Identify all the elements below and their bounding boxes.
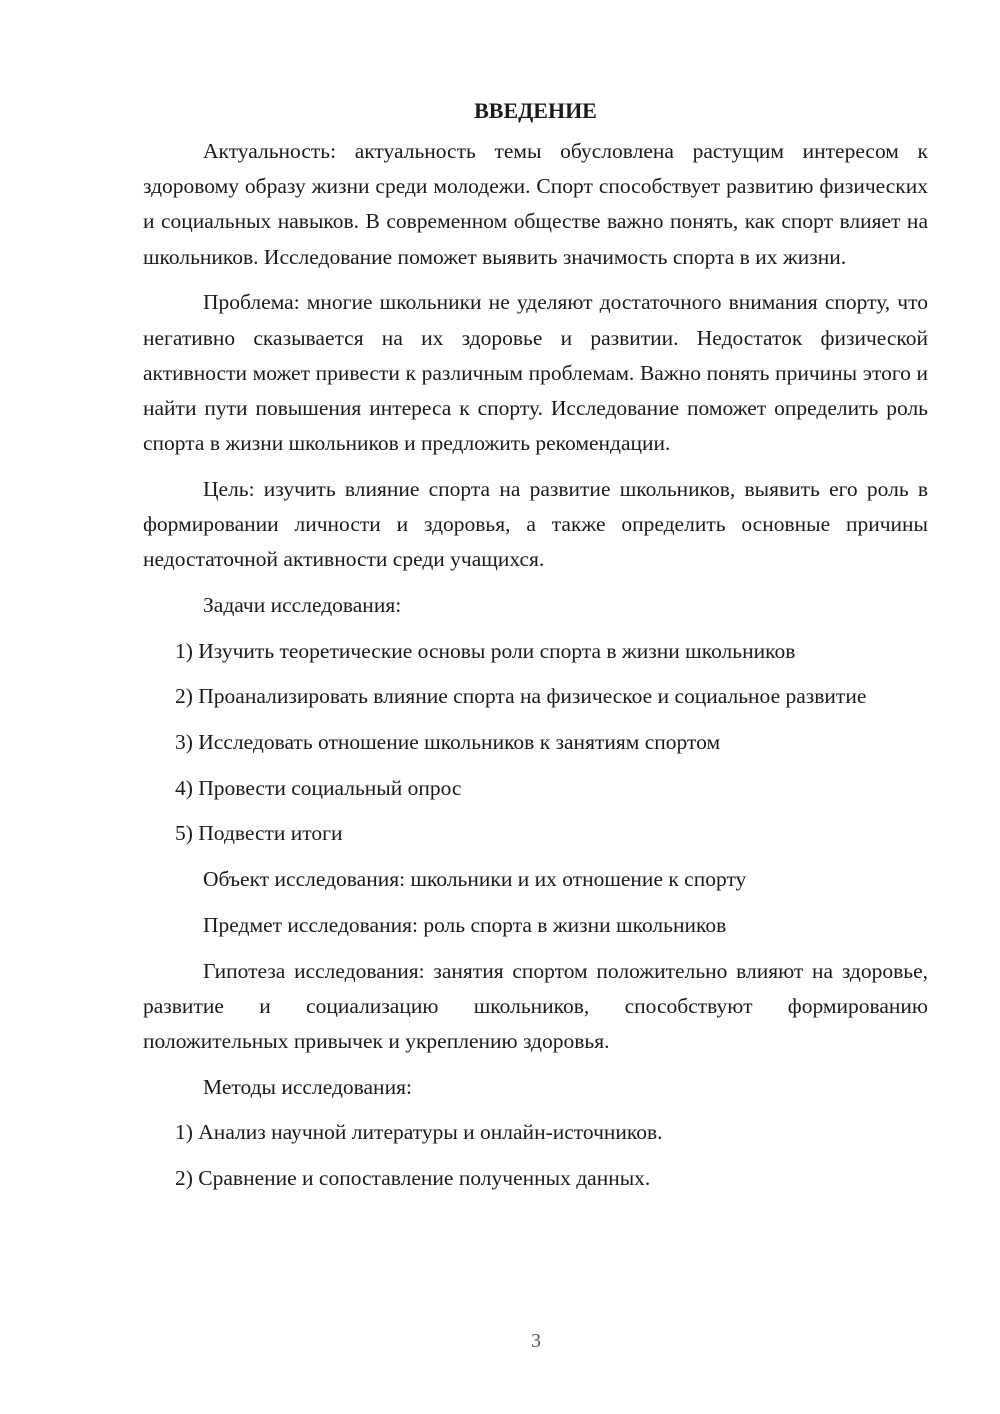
object-paragraph: Объект исследования: школьники и их отношение к спорту [203, 867, 747, 892]
task-item: 1) Изучить теоретические основы роли спорта в жизни школьников [175, 638, 796, 663]
goal-paragraph: Цель: изучить влияние спорта на развитие школьников, выявить его роль в формировании личности и здоровья, а также определить основные причины недостаточной активности среди учащихся. [143, 476, 928, 572]
task-item: 2) Проанализировать влияние спорта на физическое и социальное развитие [175, 684, 867, 709]
task-item: 3) Исследовать отношение школьников к занятиям спортом [175, 730, 721, 755]
methods-heading: Методы исследования: [203, 1074, 412, 1099]
page-number: 3 [531, 1330, 541, 1352]
task-item: 4) Провести социальный опрос [175, 775, 462, 800]
problem-paragraph: Проблема: многие школьники не уделяют достаточного внимания спорту, что негативно сказывается на их здоровье и развитии. Недостаток физической активности может привести к различным проблемам. Важно понять причины этого и найти пути повышения интереса к спорту. Исследование поможет определить роль спорта в жизни школьников и предложить рекомендации. [143, 290, 928, 456]
section-title: ВВЕДЕНИЕ [474, 98, 597, 123]
method-item: 2) Сравнение и сопоставление полученных данных. [175, 1166, 651, 1191]
subject-paragraph: Предмет исследования: роль спорта в жизни школьников [203, 912, 727, 937]
hypothesis-paragraph: Гипотеза исследования: занятия спортом положительно влияют на здоровье, развитие и социализацию школьников, способствуют формированию положительных привычек и укреплению здоровья. [143, 958, 928, 1053]
document-page [143, 93, 928, 1207]
method-item: 1) Анализ научной литературы и онлайн-источников. [175, 1120, 663, 1145]
relevance-paragraph: Актуальность: актуальность темы обусловлена растущим интересом к здоровому образу жизни среди молодежи. Спорт способствует развитию физических и социальных навыков. В современном обществе важно понять, как спорт влияет на школьников. Исследование поможет выявить значимость спорта в их жизни. [143, 139, 928, 269]
tasks-heading: Задачи исследования: [203, 592, 402, 617]
task-item: 5) Подвести итоги [175, 821, 343, 846]
